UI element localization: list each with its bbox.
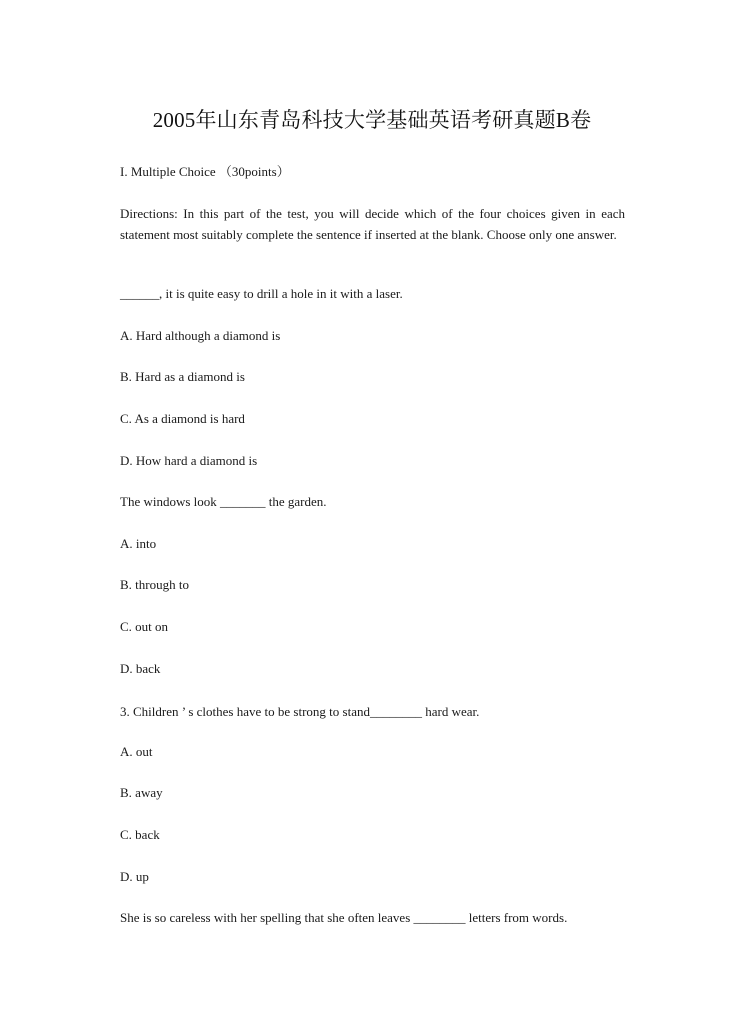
section-heading: I. Multiple Choice （30points） [120,164,290,179]
question-2-option-d: D. back [120,661,161,676]
question-1-option-b: B. Hard as a diamond is [120,369,245,384]
question-2-option-b: B. through to [120,577,189,592]
directions-text: Directions: In this part of the test, you will decide which of the four choices given in each statement most suitably complete the sentence if inserted at the blank. Choose only one answer. [120,206,625,242]
question-1-stem: ______, it is quite easy to drill a hole in it with a laser. [120,286,403,301]
question-2-option-a: A. into [120,536,157,551]
question-3-option-c: C. back [120,827,160,842]
question-3-option-a: A. out [120,744,153,759]
question-1-option-a: A. Hard although a diamond is [120,328,281,343]
question-3-stem: 3. Children ’ s clothes have to be strong to stand________ hard wear. [120,704,480,719]
question-2-stem: The windows look _______ the garden. [120,494,327,509]
question-3-option-d: D. up [120,869,149,884]
question-3-option-b: B. away [120,785,163,800]
question-4-stem: She is so careless with her spelling that she often leaves ________ letters from words. [120,910,568,925]
question-2-option-c: C. out on [120,619,169,634]
question-1-option-c: C. As a diamond is hard [120,411,245,426]
document-title: 2005年山东青岛科技大学基础英语考研真题B卷 [152,108,592,132]
question-1-option-d: D. How hard a diamond is [120,453,258,468]
